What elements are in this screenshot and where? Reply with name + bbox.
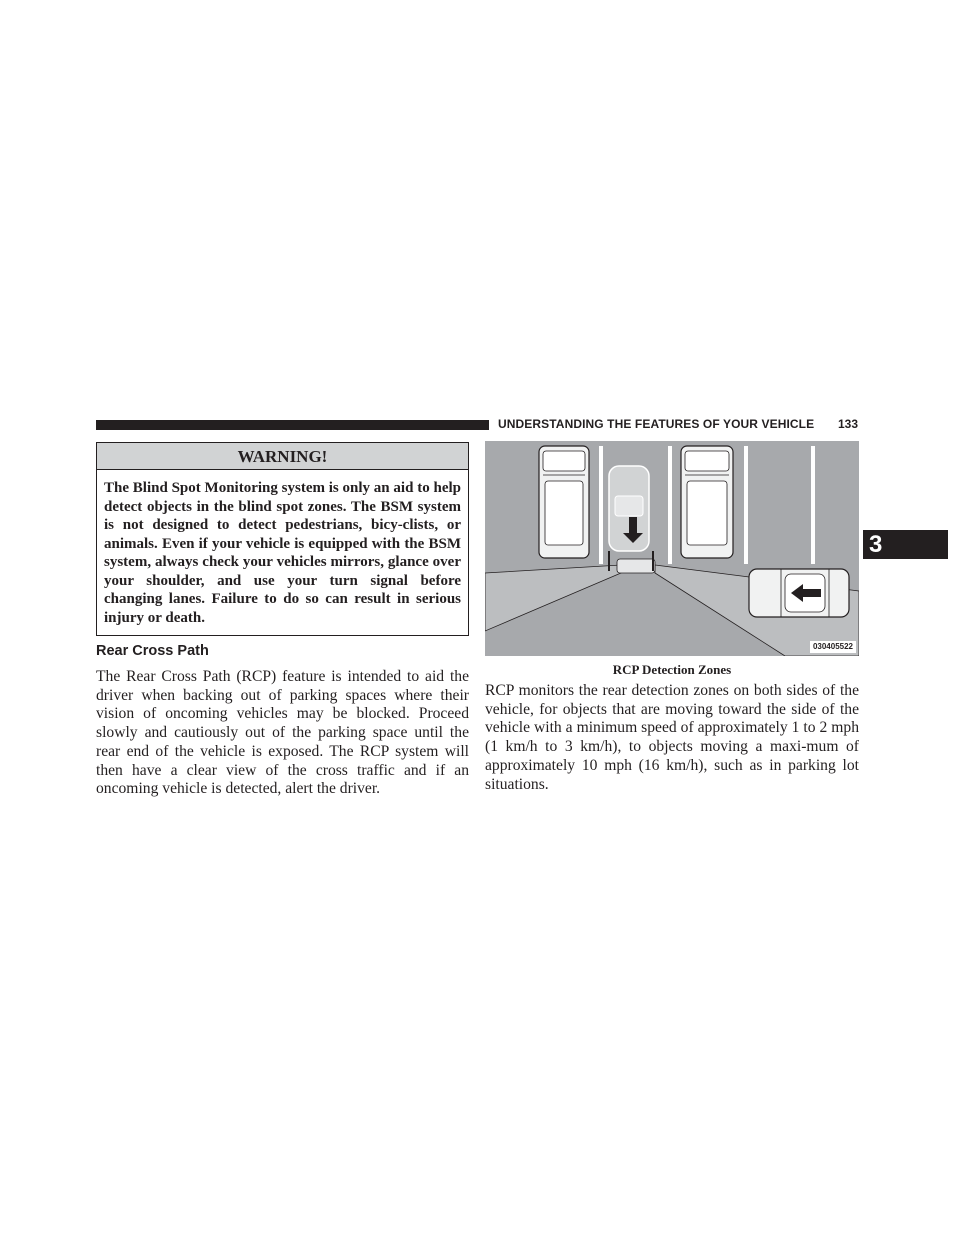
rcp-detection-figure (485, 441, 859, 656)
chapter-tab: 3 (863, 530, 948, 559)
section-heading: Rear Cross Path (96, 643, 209, 659)
header-rule (96, 420, 489, 430)
parking-line (599, 446, 603, 564)
warning-text: The Blind Spot Monitoring system is only an aid to help detect objects in the blind spot zones. The BSM system is not designed to detect pedestrians, bicy-clists, or animals. Even if your vehicle is equipped with the BSM system, always check your vehicles mirrors, glance over your shoulder, and use your turn signal before changing lanes. Failure to do so can result in serious injury or death. (104, 480, 461, 626)
parking-line (668, 446, 672, 564)
parking-line (811, 446, 815, 564)
parked-car-icon (681, 446, 733, 558)
parked-car-icon (539, 446, 589, 558)
parking-line (744, 446, 748, 564)
body-paragraph-right: RCP monitors the rear detection zones on both sides of the vehicle, for objects that are moving toward the side of the vehicle with a minimum speed of approximately 1 to 2 mph (1 km/h to 3 km/h), to objects moving a maxi-mum of approximately 10 mph (16 km/h), such as in parking lot situations. (485, 682, 859, 793)
body-paragraph: The Rear Cross Path (RCP) feature is intended to aid the driver when backing out of parking spaces where their vision of oncoming vehicles may be blocked. Proceed slowly and cautiously out of the parking space until the rear end of the vehicle is exposed. The RCP system will then have a clear view of the cross traffic and if an oncoming vehicle is detected, alert the driver. (96, 668, 469, 798)
page-number: 133 (838, 417, 859, 431)
warning-title: WARNING! (97, 443, 468, 470)
warning-box (96, 442, 469, 636)
left-detection-zone (485, 565, 621, 631)
figure-caption: RCP Detection Zones (612, 662, 732, 677)
running-header: UNDERSTANDING THE FEATURES OF YOUR VEHICLE (498, 417, 815, 431)
parking-lot-illustration (485, 441, 859, 656)
figure-code: 030405522 (810, 641, 856, 653)
